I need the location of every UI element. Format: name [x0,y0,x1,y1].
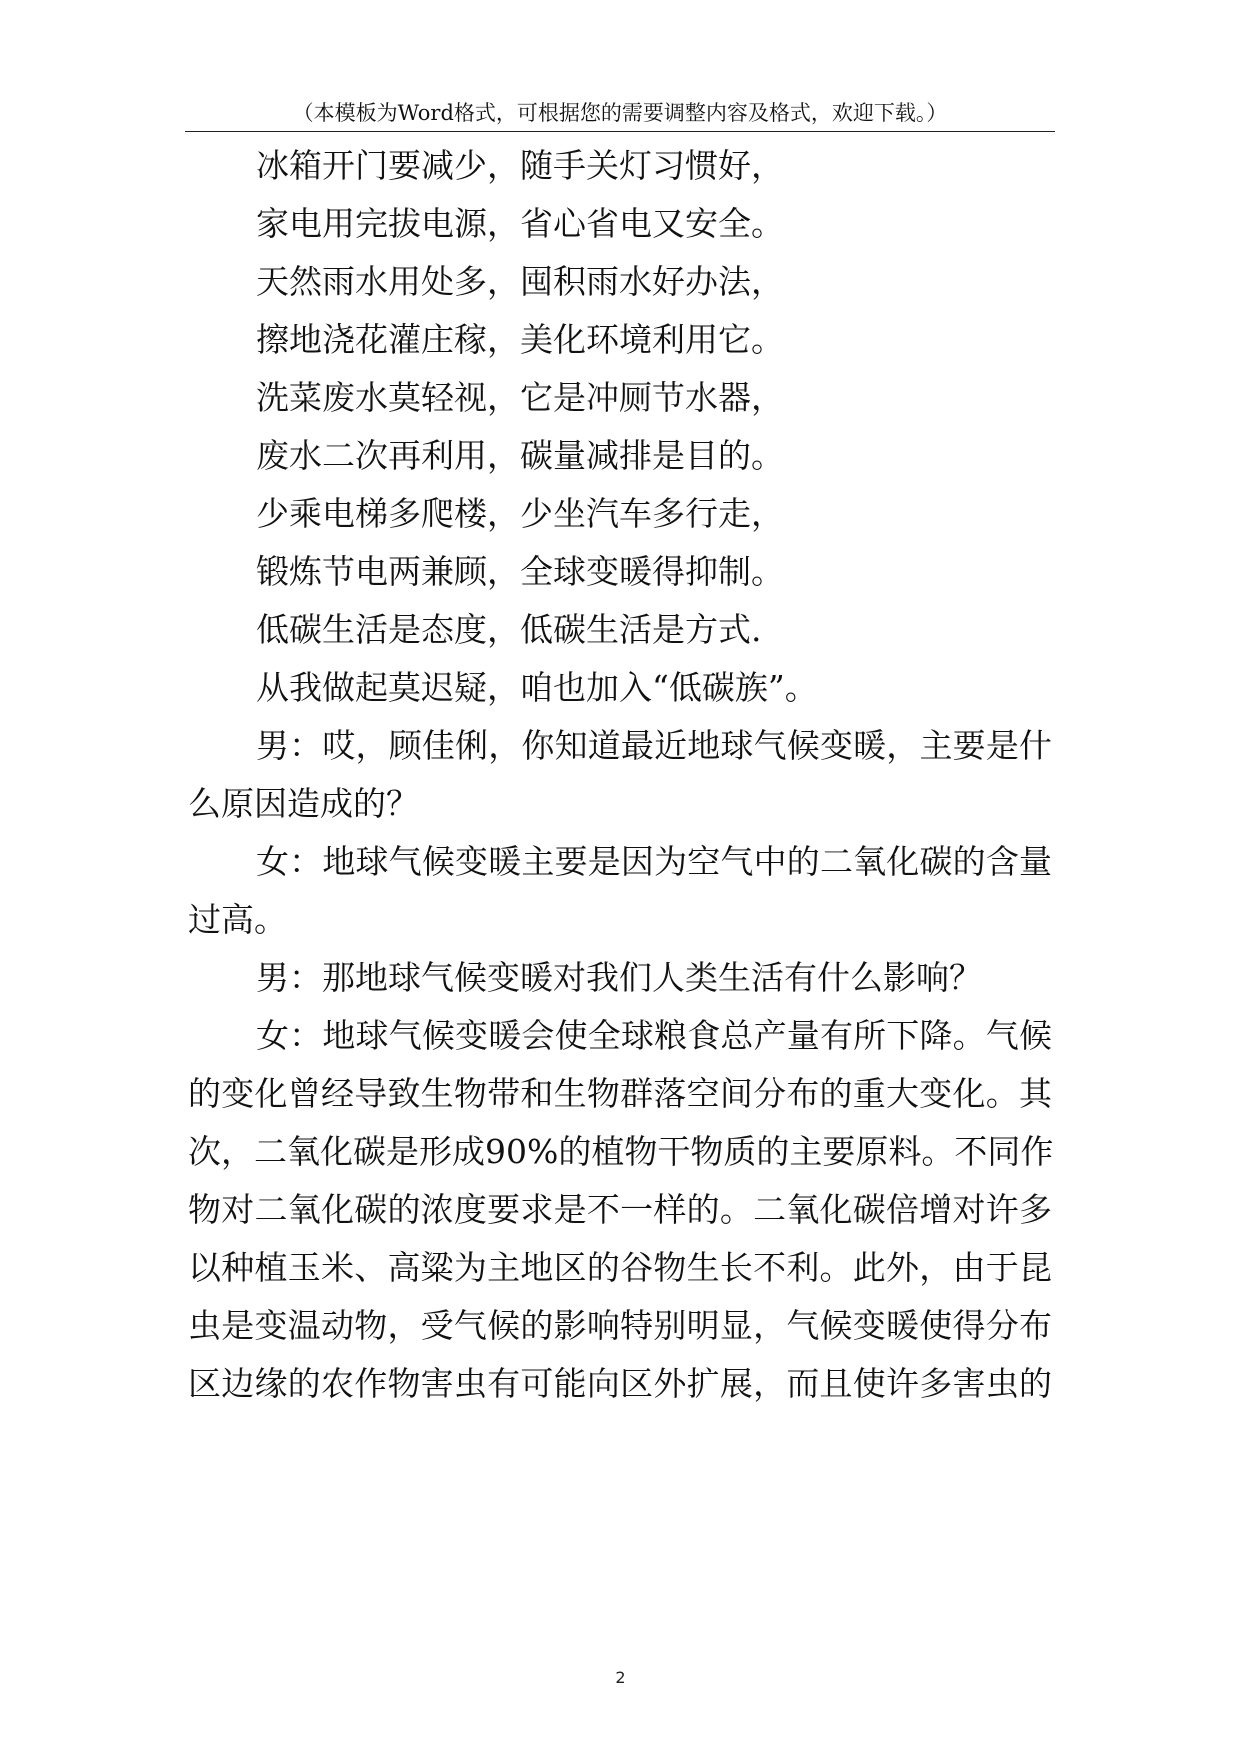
poem-line: 低碳生活是态度，低碳生活是方式. [256,610,762,649]
poem-line: 少乘电梯多爬楼，少坐汽车多行走， [256,494,784,533]
poem-line: 家电用完拔电源，省心省电又安全。 [256,204,784,243]
dialogue-line: 么原因造成的？ [188,784,419,823]
header-divider [185,131,1055,132]
dialogue-line: 的变化曾经导致生物带和生物群落空间分布的重大变化。其 [188,1074,1052,1113]
dialogue-line: 男：哎，顾佳俐，你知道最近地球气候变暖，主要是什 [256,726,1052,765]
dialogue-line: 次，二氧化碳是形成90%的植物干物质的主要原料。不同作 [188,1132,1054,1171]
dialogue-line: 以种植玉米、高粱为主地区的谷物生长不利。此外，由于昆 [188,1248,1052,1287]
dialogue-line: 女：地球气候变暖主要是因为空气中的二氧化碳的含量 [256,842,1052,881]
dialogue-line: 物对二氧化碳的浓度要求是不一样的。二氧化碳倍增对许多 [188,1190,1052,1229]
dialogue-line: 虫是变温动物，受气候的影响特别明显，气候变暖使得分布 [188,1306,1052,1345]
dialogue-line: 女：地球气候变暖会使全球粮食总产量有所下降。气候 [256,1016,1052,1055]
dialogue-line: 男：那地球气候变暖对我们人类生活有什么影响？ [256,958,982,997]
poem-line: 废水二次再利用，碳量减排是目的。 [256,436,784,475]
page-number: 2 [615,1668,626,1687]
header-note: （本模板为Word格式，可根据您的需要调整内容及格式，欢迎下载。） [292,101,948,125]
poem-line: 冰箱开门要减少，随手关灯习惯好， [256,146,784,185]
dialogue-line: 区边缘的农作物害虫有可能向区外扩展，而且使许多害虫的 [188,1364,1052,1403]
poem-line: 从我做起莫迟疑，咱也加入“低碳族”。 [256,668,818,707]
poem-line: 洗菜废水莫轻视，它是冲厕节水器， [256,378,784,417]
dialogue-line: 过高。 [188,900,287,939]
poem-line: 天然雨水用处多，囤积雨水好办法， [256,262,784,301]
poem-line: 锻炼节电两兼顾，全球变暖得抑制。 [256,552,784,591]
poem-line: 擦地浇花灌庄稼，美化环境利用它。 [256,320,784,359]
